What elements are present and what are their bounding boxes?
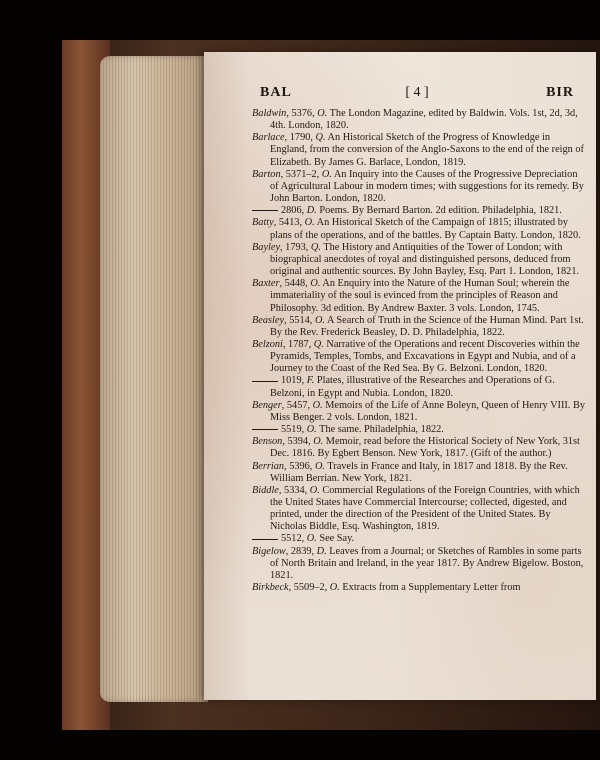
entry-author: Beasley bbox=[252, 314, 285, 326]
entry-text: An Inquiry into the Causes of the Progressive Depreciation of Agricultural Labour in modern times; with suggestions for its remedy. By John Barton. London, 1820. bbox=[270, 168, 584, 205]
catalog-entry bbox=[252, 485, 586, 534]
catalog-entry bbox=[252, 169, 586, 205]
header-right: BIR bbox=[546, 85, 574, 100]
entry-separator: , bbox=[285, 545, 291, 557]
entry-format: Q. bbox=[313, 338, 324, 350]
entry-number: 5448, bbox=[284, 278, 311, 290]
entry-number: 1787, bbox=[288, 338, 314, 350]
entry-author: Barton bbox=[252, 168, 281, 180]
entry-text: Extracts from a Supplementary Letter from bbox=[339, 582, 521, 594]
page-edges bbox=[100, 56, 208, 702]
entry-number: 5512, bbox=[281, 533, 307, 545]
entry-author: Birkbeck bbox=[252, 582, 289, 594]
entry-text: Memoir, read before the Historical Society of New York, 31st Dec. 1816. By Egbert Benson. New York, 1817. (Gift of the author.) bbox=[270, 436, 580, 460]
running-header bbox=[260, 85, 574, 103]
entry-author: Baldwin bbox=[252, 108, 287, 119]
entry-number: 5413, bbox=[278, 217, 305, 229]
entry-author: Baxter bbox=[252, 278, 280, 290]
catalog-entry bbox=[252, 339, 586, 375]
entry-separator: , bbox=[280, 241, 286, 253]
entry-number: 5457, bbox=[286, 399, 313, 411]
catalog-entry bbox=[252, 424, 586, 436]
entry-separator: , bbox=[282, 436, 288, 448]
ditto-dash bbox=[252, 429, 278, 430]
catalog-entry bbox=[252, 533, 586, 545]
entry-text: Plates, illustrative of the Researches and Operations of G. Belzoni, in Egypt and Nubia. London, 1820. bbox=[270, 375, 555, 399]
entry-author: Bigelow bbox=[252, 545, 286, 557]
entry-format: Q. bbox=[310, 241, 321, 253]
entry-author: Berrian bbox=[252, 460, 285, 472]
entry-number: 5396, bbox=[289, 460, 315, 472]
entry-text: The London Magazine, edited by Baldwin. Vols. 1st, 2d, 3d, 4th. London, 1820. bbox=[270, 108, 578, 132]
entry-author: Bayley bbox=[252, 241, 281, 253]
catalog-entry bbox=[252, 315, 586, 339]
entry-author: Belzoni bbox=[252, 338, 283, 350]
entry-author: Barlace bbox=[252, 132, 285, 144]
catalog-entry bbox=[252, 205, 586, 217]
entry-text: Leaves from a Journal; or Sketches of Rambles in some parts of North Britain and Ireland, in the year 1817. By Andrew Bigelow. Boston, 1821. bbox=[270, 545, 584, 581]
entry-format: O. bbox=[313, 436, 324, 448]
entry-separator: , bbox=[284, 314, 290, 326]
entry-format: O. bbox=[314, 460, 325, 472]
entry-format: O. bbox=[304, 217, 315, 229]
entry-separator: , bbox=[273, 217, 279, 229]
entry-format: O. bbox=[314, 314, 325, 326]
catalog-entry bbox=[252, 375, 586, 399]
entry-format: O. bbox=[310, 278, 321, 290]
entry-format: Q. bbox=[315, 132, 326, 144]
entry-text: Travels in France and Italy, in 1817 and 1818. By the Rev. William Berrian. New York, 1821. bbox=[270, 460, 568, 484]
catalog-entry bbox=[252, 278, 586, 314]
catalog-entry bbox=[252, 217, 586, 241]
entry-text: Narrative of the Operations and recent Discoveries within the Pyramids, Temples, Tombs, and Excavations in Egypt and Nubia, and of a Journey to the Coast of the Red Sea. By G. Belzoni. London, 1820. bbox=[270, 338, 580, 375]
entry-number: 5514, bbox=[289, 314, 315, 326]
entry-text: The same. Philadelphia, 1822. bbox=[316, 424, 444, 436]
entry-author: Batty bbox=[252, 217, 274, 229]
entry-format: F. bbox=[306, 375, 315, 387]
entry-separator: , bbox=[284, 132, 290, 144]
entry-format: O. bbox=[306, 424, 317, 436]
entry-format: O. bbox=[306, 533, 317, 545]
entry-number: 5371–2, bbox=[285, 168, 322, 180]
entry-text: An Historical Sketch of the Campaign of 1815; illustrated by plans of the operations, and of the battles. By Captain Batty. London, 1820. bbox=[270, 217, 581, 241]
page-number: [ 4 ] bbox=[405, 85, 429, 100]
catalog-entry bbox=[252, 546, 586, 582]
entry-separator: , bbox=[279, 278, 285, 290]
entry-text: An Historical Sketch of the Progress of Knowledge in England, from the conversion of the Anglo-Saxons to the end of the reign of Elizabeth. By James G. Barlace, London, 1819. bbox=[270, 132, 584, 168]
ditto-dash bbox=[252, 539, 278, 540]
entry-number: 5394, bbox=[287, 436, 314, 448]
entry-number: 2839, bbox=[290, 545, 317, 557]
entry-number: 5376, bbox=[291, 108, 318, 119]
entry-format: O. bbox=[329, 582, 340, 594]
entry-number: 5519, bbox=[281, 424, 307, 436]
catalog-entry bbox=[252, 132, 586, 168]
catalog-entry bbox=[252, 461, 586, 485]
entry-author: Biddle bbox=[252, 484, 279, 496]
entry-number: 5509–2, bbox=[293, 582, 330, 594]
entry-format: O. bbox=[321, 168, 332, 180]
entry-separator: , bbox=[284, 460, 290, 472]
entry-text: See Say. bbox=[316, 533, 355, 545]
entry-separator: , bbox=[286, 108, 292, 119]
entry-number: 5334, bbox=[284, 484, 310, 496]
entry-number: 2806, bbox=[281, 205, 307, 217]
entry-text: A Search of Truth in the Science of the Human Mind. Part 1st. By the Rev. Frederick Beasley, D. D. Philadelphia, 1822. bbox=[270, 314, 584, 338]
entry-format: O. bbox=[312, 399, 323, 411]
entry-format: O. bbox=[309, 484, 320, 496]
header-left: BAL bbox=[260, 85, 292, 100]
catalog-entries bbox=[252, 108, 586, 594]
ditto-dash bbox=[252, 210, 278, 211]
entry-format: D. bbox=[316, 545, 327, 557]
entry-number: 1793, bbox=[285, 241, 311, 253]
entry-separator: , bbox=[278, 484, 285, 496]
entry-format: O. bbox=[317, 108, 328, 119]
entry-text: An Enquiry into the Nature of the Human Soul; wherein the immateriality of the soul is evinced from the principles of Reason and Philosophy. 3d edition. By Andrew Baxter. 3 vols. London, 1745. bbox=[270, 278, 570, 314]
entry-separator: , bbox=[288, 582, 294, 594]
entry-text: The History and Antiquities of the Tower of London; with biographical anecdotes of royal and distinguished persons, deduced from original and authentic sources. By John Bayley, Esq. Part 1. London, 1821. bbox=[270, 241, 580, 278]
entry-separator: , bbox=[280, 168, 286, 180]
entry-number: 1790, bbox=[289, 132, 316, 144]
entry-format: D. bbox=[306, 205, 317, 217]
entry-separator: , bbox=[281, 399, 287, 411]
catalog-entry bbox=[252, 400, 586, 424]
entry-text: Commercial Regulations of the Foreign Countries, with which the United States have Commercial Intercourse; collected, digested, and printed, under the direction of the President of the United States. By Nicholas Biddle, Esq. Washington, 1819. bbox=[270, 484, 580, 533]
entry-separator: , bbox=[282, 338, 289, 350]
entry-author: Benger bbox=[252, 399, 282, 411]
catalog-entry bbox=[252, 582, 586, 594]
entry-text: Memoirs of the Life of Anne Boleyn, Queen of Henry VIII. By Miss Benger. 2 vols. London, 1821. bbox=[270, 399, 585, 423]
catalog-entry bbox=[252, 108, 586, 132]
book-page bbox=[204, 52, 596, 700]
entry-text: Poems. By Bernard Barton. 2d edition. Philadelphia, 1821. bbox=[316, 205, 562, 217]
entry-author: Benson bbox=[252, 436, 283, 448]
catalog-entry bbox=[252, 436, 586, 460]
ditto-dash bbox=[252, 381, 278, 382]
entry-number: 1019, bbox=[281, 375, 307, 387]
catalog-entry bbox=[252, 242, 586, 278]
